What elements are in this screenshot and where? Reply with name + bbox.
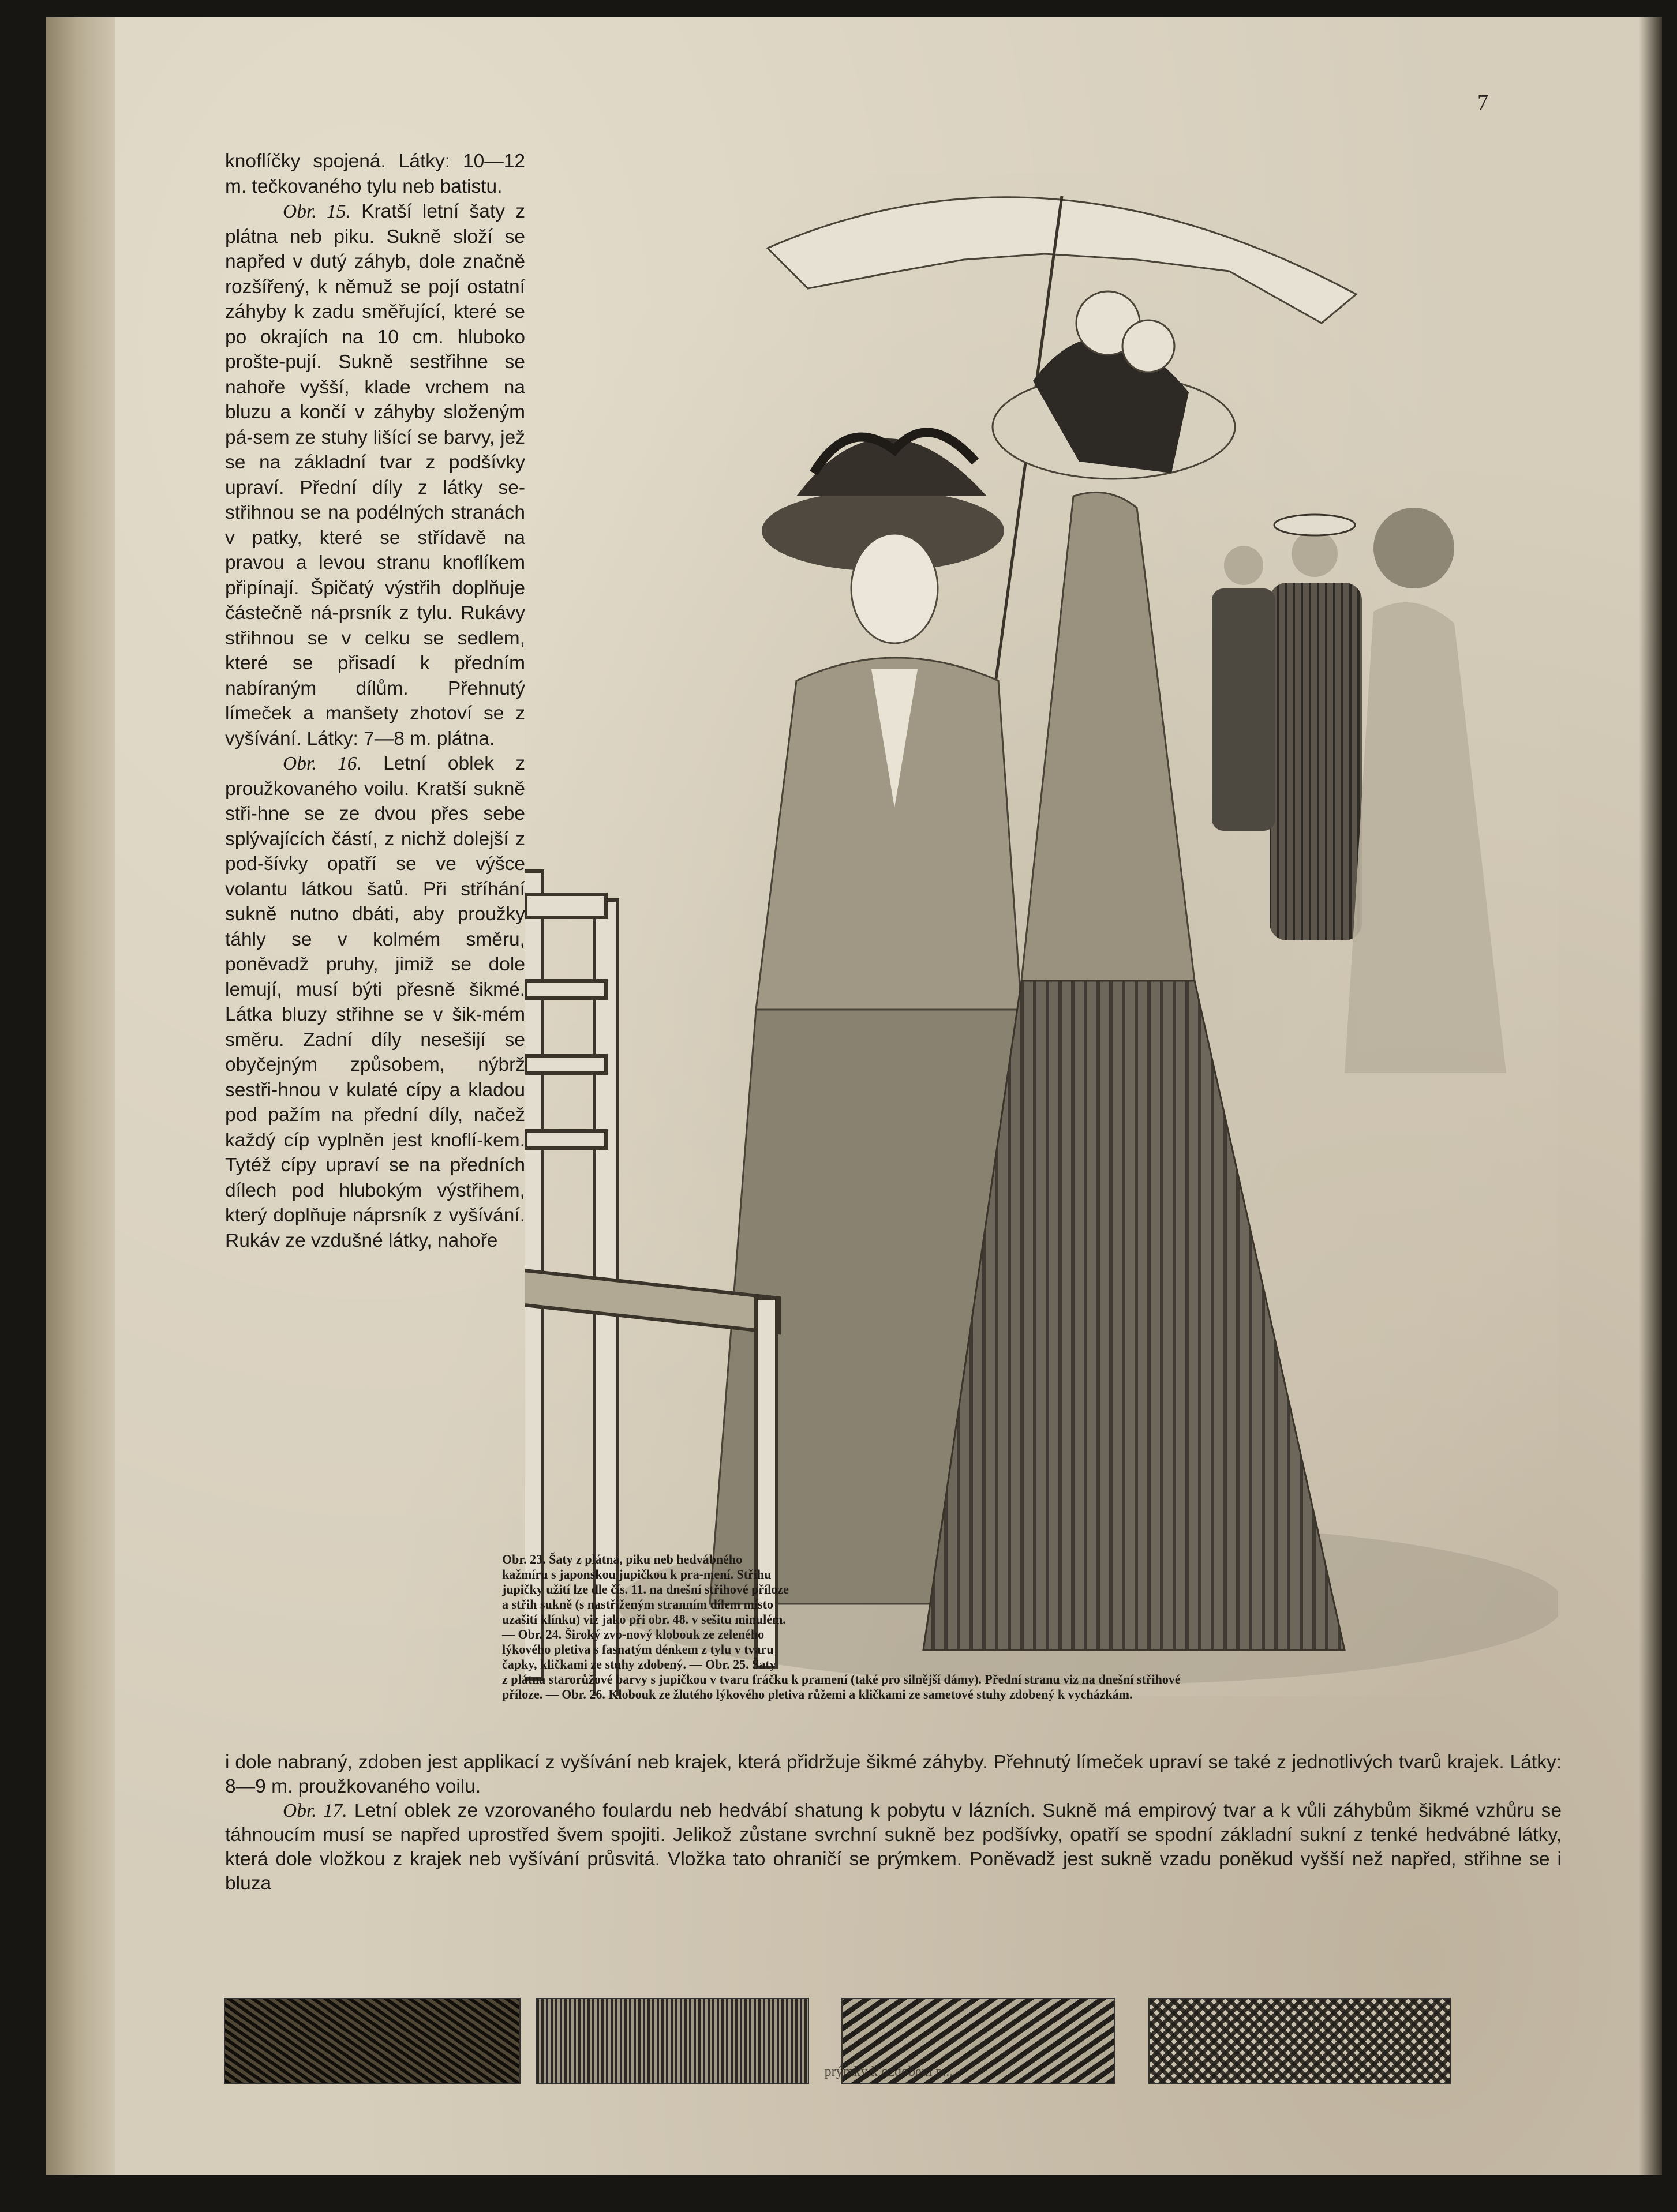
fashion-engraving-image (525, 173, 1558, 1696)
page-edge-shadow (1639, 17, 1662, 2175)
page-spine-shadow (46, 17, 115, 2175)
paragraph: i dole nabraný, zdoben jest applikací z vyšívání neb krajek, která přidržuje šikmé záhyby. Přehnutý límeček upraví se také z jednotlivých tvarů krajek. Látky: 8—9 m. proužkovaného voilu. (225, 1752, 1562, 1797)
figure-ref: Obr. 16. (283, 753, 362, 774)
paragraph (225, 751, 525, 1253)
paragraph (225, 199, 525, 751)
fabric-swatch-1 (224, 1998, 521, 2084)
caption-text: příloze. — Obr. 26. Klobouk ze žlutého lýkového pletiva růžemi a kličkami ze sametové stuhy zdobený k vycházkám. (502, 1687, 1133, 1701)
magazine-page (46, 17, 1662, 2175)
paragraph-text: Kratší letní šaty z plátna neb piku. Sukně složí se napřed v dutý záhyb, dole značně rozšířený, k němuž se pojí ostatní záhyby k zadu směřující, které se po okrajích na 10 cm. hluboko prošte-pují. Sukně sestřihne se nahoře vyšší, klade vrchem na bluzu a končí v záhyby složeným pá-sem ze stuhy lišící se barvy, jež se na základní tvar z podšívky upraví. Přední díly z látky se-střihnou se na podélných stranách v patky, které se střídavě na pravou a levou stranu knoflíkem připínají. Špičatý výstřih doplňuje částečně ná-prsník z tylu. Rukávy střihnou se v celku se sedlem, které se přisadí k předním nabíraným dílům. Přehnutý límeček a manšety zhotoví se z vyšívání. Látky: 7—8 m. plátna. (225, 201, 525, 749)
page-number: 7 (1477, 91, 1488, 115)
figure-ref: Obr. 15. (283, 201, 351, 222)
bottom-text-block (225, 1750, 1562, 1896)
swatch-caption: prýmky k ozdobení p... (824, 2064, 953, 2079)
paragraph: knoflíčky spojená. Látky: 10—12 m. tečkovaného tylu neb batistu. (225, 151, 525, 197)
paragraph-text: Letní oblek z proužkovaného voilu. Kratší sukně stři-hne se ze dvou přes sebe splývajících částí, z nichž dolejší z pod-šívky opatří se ve výšce volantu látkou šatů. Při stříhání sukně nutno dbáti, aby proužky táhly se v kolmém směru, poněvadž pruhy, jimiž se dole lemují, musí býti přesně šikmé. Látka bluzy střihne se v šik-mém směru. Zadní díly nesešijí se obyčejným způsobem, nýbrž sestři-hnou v kulaté cípy a kladou pod pažím na přední díly, načež každý cíp vyplněn jest knoflí-kem. Tytéž cípy upraví se na předních dílech pod hlubokým výstřihem, který doplňuje náprsník z vyšívání. Rukáv ze vzdušné látky, nahoře (225, 753, 525, 1251)
paragraph (225, 1799, 1562, 1896)
figure-caption (502, 1552, 1552, 1702)
caption-text: z plátna starorůžové barvy s jupičkou v tvaru fráčku k pramení (také pro silnější dámy). Přední stranu viz na dnešní střihové (502, 1672, 1181, 1686)
figure-ref: Obr. 17. (283, 1800, 347, 1821)
fashion-illustration (525, 173, 1558, 1696)
caption-text: Obr. 23. Šaty z plátna, piku neb hedvábného kažmíru s japonskou jupičkou k pra-mení. Střihu jupičky užití lze dle čís. 11. na dnešní střihové příloze a střih sukně (s nastřiženým stranním dílem místo uzašití klínku) viz jako při obr. 48. v sešitu minulém. — Obr. 24. Široký zvo-nový klobouk ze zeleného lýkového pletiva s fasnatým dénkem z tylu v tvaru čapky, kličkami ze stuhy zdobený. — Obr. 25. Šaty (502, 1552, 789, 1671)
paragraph-text: Letní oblek ze vzorovaného foulardu neb hedvábí shatung k pobytu v lázních. Sukně má empirový tvar a k vůli záhybům šikmé vzhůru se táhnoucím musí se napřed uprostřed švem spojiti. Jelikož zůstane svrchní sukně bez podšívky, opatří se spodní základní sukní z tenké hedvábné látky, která dole vložkou z krajek neb vyšívání průsvitá. Vložka tato ohraničí se prýmkem. Poněvadž jest sukně vzadu poněkud vyšší než napřed, střihne se i bluza (225, 1800, 1562, 1894)
fabric-swatch-4 (1148, 1998, 1451, 2084)
left-text-column (225, 149, 525, 1253)
